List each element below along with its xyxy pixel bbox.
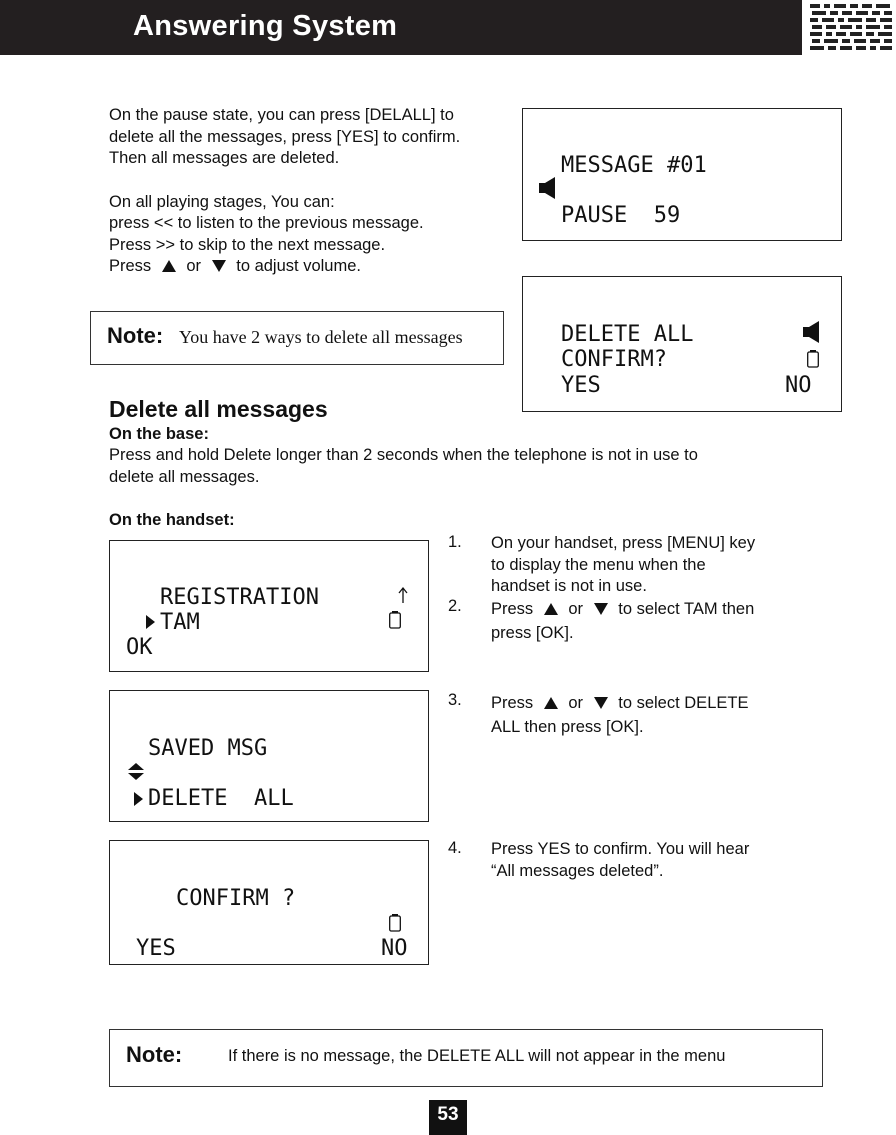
lcd-screen-delete-select [109,690,429,822]
header-bar [0,0,802,55]
brand-logo [806,0,896,55]
lcd-line: CONFIRM ? [176,886,296,911]
intro-paragraph [109,105,460,278]
down-triangle-icon [594,697,608,709]
lcd-no: NO [785,373,812,398]
handset-label: On the handset: [109,511,235,529]
section-heading: Delete all messages [109,396,328,422]
note-box [90,311,504,365]
base-label: On the base: [109,425,209,443]
lcd-line: TAM [160,610,200,635]
cursor-icon [134,792,144,806]
intro-line: On the pause state, you can press [DELALL] to [109,106,454,124]
step-text: Press or to select DELETE ALL then press [OK]. [491,694,749,736]
down-triangle-icon [594,603,608,615]
base-text: Press and hold Delete longer than 2 seconds when the telephone is not in use to delete all messages. [109,446,698,486]
battery-icon [807,350,819,368]
scroll-arrows-icon [128,763,144,781]
step-text: On your handset, press [MENU] key to display the menu when the handset is not in use. [491,534,756,595]
step-text: Press or to select TAM then press [OK]. [491,600,755,642]
lcd-ok: OK [126,635,153,660]
battery-icon [389,611,401,629]
lcd-line: DELETE ALL [148,786,294,811]
step-number: 2. [448,597,462,615]
page-title: Answering System [133,10,398,42]
note-text: You have 2 ways to delete all messages [179,327,463,347]
lcd-screen-menu [109,540,429,672]
lcd-line: SAVED MSG [148,736,268,761]
speaker-icon [539,177,557,199]
lcd-screen-delete-all [522,276,842,412]
logo-pattern-icon [806,0,896,55]
intro-line: press << to listen to the previous message. [109,214,424,232]
step-number: 1. [448,533,462,551]
up-triangle-icon [544,603,558,615]
cursor-icon [146,615,156,629]
bottom-note-box [109,1029,823,1087]
note-text: If there is no message, the DELETE ALL will not appear in the menu [228,1047,726,1065]
lcd-screen-confirm [109,840,429,965]
lcd-line: REGISTRATION [160,585,319,610]
up-triangle-icon [162,260,176,272]
step-text: Press YES to confirm. You will hear “All messages deleted”. [491,840,750,880]
up-triangle-icon [544,697,558,709]
lcd-line: DELETE ALL [561,322,694,347]
step-number: 4. [448,839,462,857]
lcd-yes: YES [561,373,601,398]
battery-icon [389,914,401,932]
down-triangle-icon [212,260,226,272]
note-label: Note: [107,323,164,348]
intro-line: Press >> to skip to the next message. [109,235,386,254]
lcd-no: NO [381,936,408,961]
step-number: 3. [448,691,462,709]
lcd-screen-pause [522,108,842,241]
volume-line: Press or to adjust volume. [109,257,361,275]
intro-line: Then all messages are deleted. [109,149,340,167]
intro-line: On all playing stages, You can: [109,192,335,211]
speaker-icon [803,321,821,343]
lcd-line: PAUSE 59 [561,203,681,228]
up-arrow-icon [398,587,408,603]
note-label: Note: [126,1042,183,1067]
lcd-yes: YES [136,936,176,961]
intro-line: delete all the messages, press [YES] to confirm. [109,127,461,146]
page-number: 53 [429,1100,467,1135]
lcd-line: MESSAGE #01 [561,153,707,178]
lcd-line: CONFIRM? [561,347,667,372]
